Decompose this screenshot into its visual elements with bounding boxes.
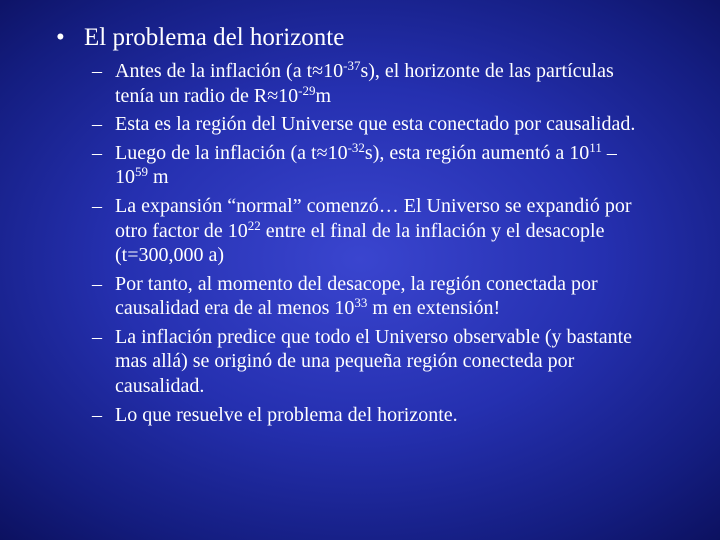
sub-bullet-text: La inflación predice que todo el Universo observable (y bastante mas allá) se originó de una pequeña región conecteda por causalidad. — [115, 325, 633, 397]
sub-bullet-text: Luego de la inflación (a $t\approx 10^{-32}s$), esta región aumentó a $10^{11} - 10^{59}$ m — [115, 139, 617, 189]
sub-bullet-7 — [92, 403, 652, 428]
dash-marker: – — [92, 141, 102, 164]
slide-title: El problema del horizonte — [84, 24, 345, 51]
dash-marker: – — [92, 60, 102, 82]
main-bullet — [56, 22, 344, 54]
sub-bullet-text: Por tanto, al momento del desacope, la región conectada por causalidad era de al menos $10^{33}$ m en extensión! — [115, 272, 598, 320]
sub-bullet-text: La expansión “normal” comenzó… El Universo se expandió por otro factor de $10^{22}$ entre el final de la inflación y el desacople (t=300,000 a) — [115, 195, 632, 267]
dash-marker: – — [92, 272, 102, 295]
dash-marker: – — [92, 403, 102, 426]
bullet-dot: • — [56, 24, 65, 51]
dash-marker: – — [92, 113, 102, 136]
sub-bullet-3 — [92, 141, 652, 190]
sub-bullet-list — [92, 59, 652, 431]
sub-bullet-text: Antes de la inflación (a $t\approx 10^{-37}s$), el horizonte de las partículas tenía un radio de $R\approx 10^{-29}m$ — [115, 58, 614, 107]
sub-bullet-text: Esta es la región del Universe que esta conectado por causalidad. — [115, 113, 636, 136]
sub-bullet-1 — [92, 59, 652, 108]
sub-bullet-6 — [92, 325, 652, 399]
sub-bullet-5 — [92, 272, 652, 321]
sub-bullet-2 — [92, 112, 652, 137]
sub-bullet-text: Lo que resuelve el problema del horizonte. — [115, 403, 458, 426]
dash-marker: – — [92, 195, 102, 218]
sub-bullet-4 — [92, 194, 652, 268]
dash-marker: – — [92, 325, 102, 348]
